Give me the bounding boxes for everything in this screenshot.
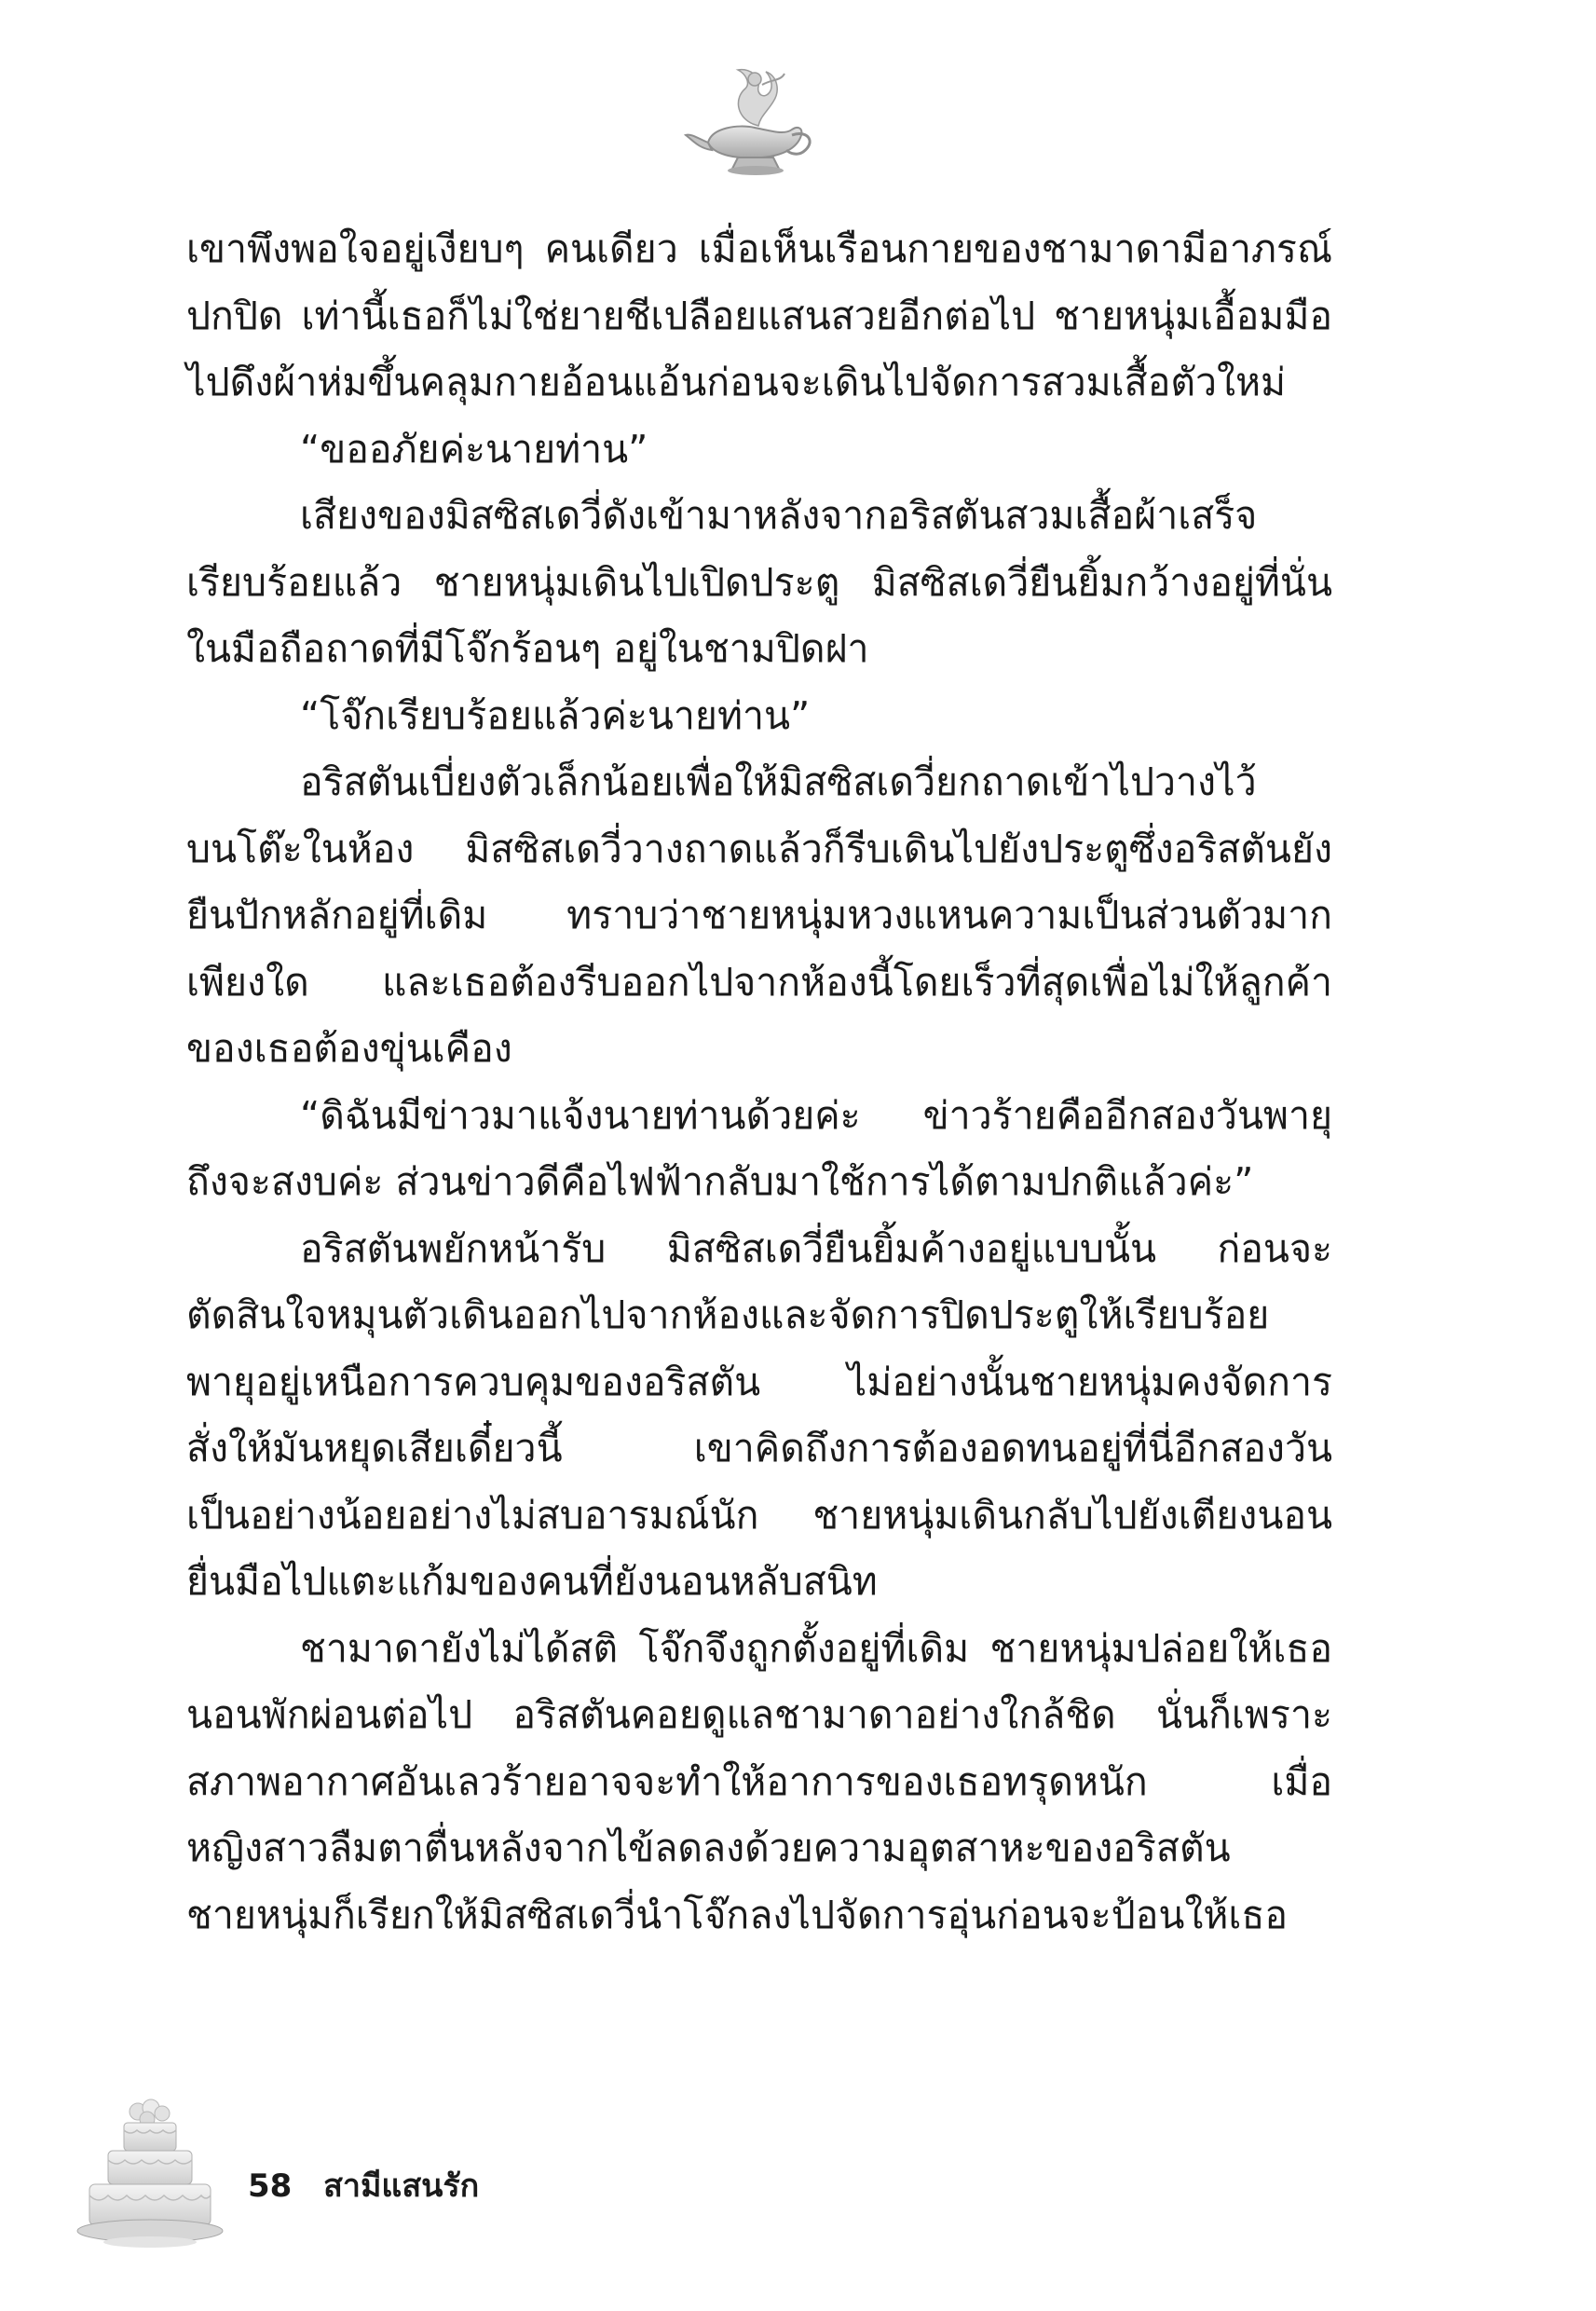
- text-line: “ขออภัยค่ะนายท่าน”: [300, 426, 648, 472]
- text-line: สั่งให้มันหยุดเสียเดี๋ยวนี้ เขาคิดถึงการต้องอดทนอยู่ที่นี่อีกสองวัน: [186, 1426, 1332, 1470]
- text-line: หญิงสาวลืมตาตื่นหลังจากไข้ลดลงด้วยความอุตสาหะของอริสตัน: [186, 1826, 1231, 1870]
- text-line: พายุอยู่เหนือการควบคุมของอริสตัน ไม่อย่างนั้นชายหนุ่มคงจัดการ: [186, 1359, 1332, 1404]
- text-line: อริสตันพยักหน้ารับ มิสซิสเดวี่ยืนยิ้มค้างอยู่แบบนั้น ก่อนจะ: [300, 1225, 1332, 1271]
- text-line: “โจ๊กเรียบร้อยแล้วค่ะนายท่าน”: [300, 692, 811, 738]
- text-line: ของเธอต้องขุ่นเคือง: [186, 1026, 512, 1071]
- text-line: ยืนปักหลักอยู่ที่เดิม ทราบว่าชายหนุ่มหวงแหนความเป็นส่วนตัวมาก: [186, 893, 1332, 937]
- genie-lamp-icon: [680, 51, 820, 191]
- book-title: สามีแสนรัก: [323, 2167, 480, 2205]
- text-line: อริสตันเบี่ยงตัวเล็กน้อยเพื่อให้มิสซิสเดวี่ยกถาดเข้าไปวางไว้: [300, 759, 1257, 804]
- text-line: ไปดึงผ้าห่มขึ้นคลุมกายอ้อนแอ้นก่อนจะเดินไปจัดการสวมเสื้อตัวใหม่: [186, 360, 1287, 404]
- text-line: ถึงจะสงบค่ะ ส่วนข่าวดีคือไฟฟ้ากลับมาใช้การได้ตามปกติแล้วค่ะ”: [186, 1159, 1254, 1204]
- text-line: “ดิฉันมีข่าวมาแจ้งนายท่านด้วยค่ะ ข่าวร้ายคืออีกสองวันพายุ: [300, 1092, 1332, 1138]
- text-line: สภาพอากาศอันเลวร้ายอาจจะทำให้อาการของเธอทรุดหนัก เมื่อ: [186, 1758, 1332, 1804]
- text-line: เสียงของมิสซิสเดวี่ดังเข้ามาหลังจากอริสตันสวมเสื้อผ้าเสร็จ: [300, 493, 1258, 538]
- page-footer: [248, 2160, 479, 2210]
- text-line: ในมือถือถาดที่มีโจ๊กร้อนๆ อยู่ในชามปิดฝา: [186, 626, 869, 671]
- text-line: นอนพักผ่อนต่อไป อริสตันคอยดูแลชามาดาอย่างใกล้ชิด นั่นก็เพราะ: [186, 1692, 1332, 1737]
- text-line: เป็นอย่างน้อยอย่างไม่สบอารมณ์นัก ชายหนุ่มเดินกลับไปยังเตียงนอน: [186, 1492, 1332, 1538]
- body-text: [186, 216, 1332, 1949]
- page-number: 58: [248, 2167, 293, 2205]
- text-line: เรียบร้อยแล้ว ชายหนุ่มเดินไปเปิดประตู มิสซิสเดวี่ยืนยิ้มกว้างอยู่ที่นั่น: [186, 559, 1332, 605]
- text-line: ตัดสินใจหมุนตัวเดินออกไปจากห้องและจัดการปิดประตูให้เรียบร้อย: [186, 1292, 1270, 1337]
- text-line: บนโต๊ะในห้อง มิสซิสเดวี่วางถาดแล้วก็รีบเดินไปยังประตูซึ่งอริสตันยัง: [186, 826, 1332, 871]
- text-line: เพียงใด และเธอต้องรีบออกไปจากห้องนี้โดยเร็วที่สุดเพื่อไม่ให้ลูกค้า: [186, 959, 1332, 1005]
- text-line: เขาพึงพอใจอยู่เงียบๆ คนเดียว เมื่อเห็นเรือนกายของชามาดามีอาภรณ์: [186, 226, 1332, 271]
- wedding-cake-icon: [73, 2097, 226, 2255]
- text-line: ยื่นมือไปแตะแก้มของคนที่ยังนอนหลับสนิท: [186, 1559, 878, 1604]
- text-line: ปกปิด เท่านี้เธอก็ไม่ใช่ยายชีเปลือยแสนสวยอีกต่อไป ชายหนุ่มเอื้อมมือ: [186, 293, 1332, 338]
- text-line: ชามาดายังไม่ได้สติ โจ๊กจึงถูกตั้งอยู่ที่เดิม ชายหนุ่มปล่อยให้เธอ: [300, 1625, 1332, 1671]
- text-line: ชายหนุ่มก็เรียกให้มิสซิสเดวี่นำโจ๊กลงไปจัดการอุ่นก่อนจะป้อนให้เธอ: [186, 1892, 1289, 1937]
